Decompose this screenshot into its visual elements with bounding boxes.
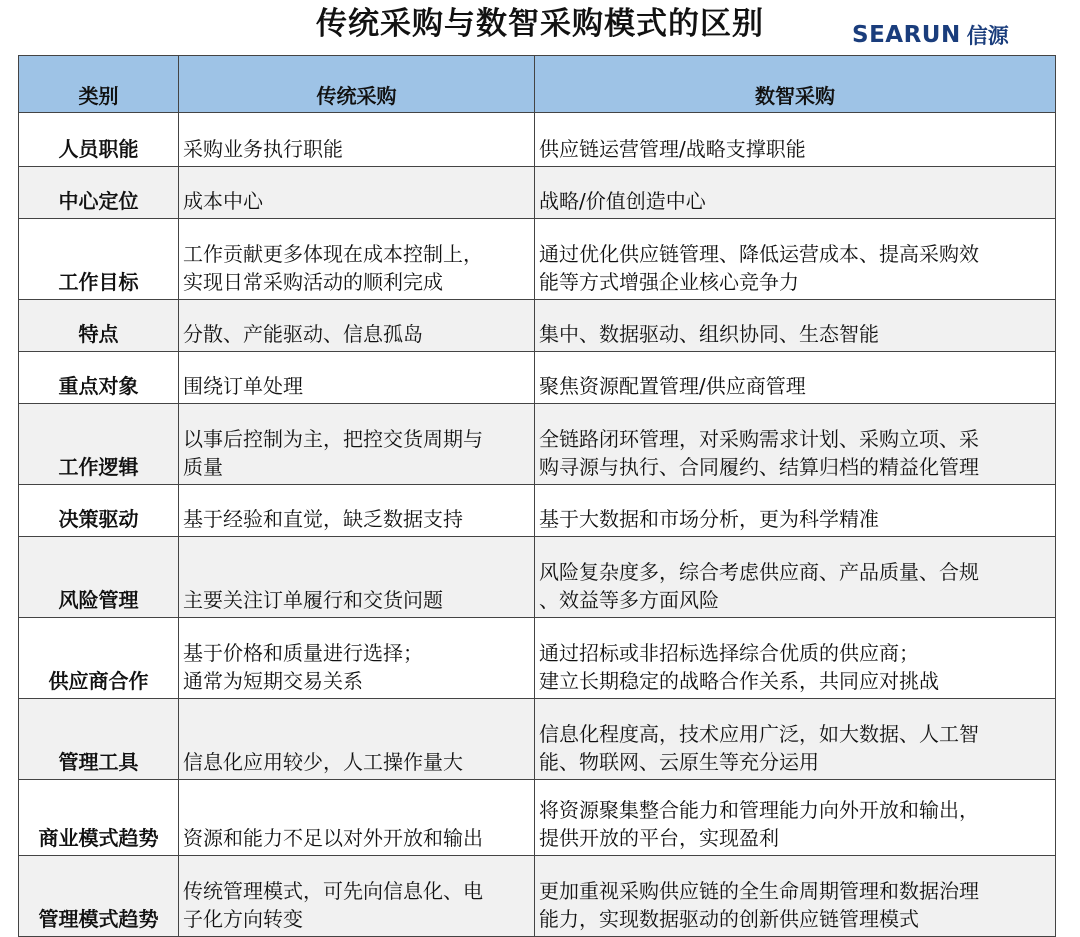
table-row [19,537,1056,618]
row-traditional: 成本中心 [179,167,535,219]
row-traditional: 分散、产能驱动、信息孤岛 [179,300,535,352]
row-category: 中心定位 [19,167,179,219]
row-traditional: 信息化应用较少，人工操作量大 [179,699,535,780]
row-digital: 基于大数据和市场分析，更为科学精准 [535,485,1056,537]
table-row [19,699,1056,780]
row-traditional: 围绕订单处理 [179,352,535,404]
row-traditional: 基于经验和直觉，缺乏数据支持 [179,485,535,537]
row-traditional: 工作贡献更多体现在成本控制上， 实现日常采购活动的顺利完成 [179,219,535,300]
row-category: 管理模式趋势 [19,856,179,937]
row-digital: 聚焦资源配置管理/供应商管理 [535,352,1056,404]
table-header-row [19,56,1056,113]
row-traditional: 主要关注订单履行和交货问题 [179,537,535,618]
comparison-table [18,55,1056,937]
row-digital: 风险复杂度多，综合考虑供应商、产品质量、合规 、效益等多方面风险 [535,537,1056,618]
row-category: 供应商合作 [19,618,179,699]
row-category: 工作目标 [19,219,179,300]
header-traditional: 传统采购 [179,56,535,113]
table-row [19,300,1056,352]
row-category: 工作逻辑 [19,404,179,485]
row-category: 商业模式趋势 [19,780,179,856]
row-digital: 通过优化供应链管理、降低运营成本、提高采购效 能等方式增强企业核心竞争力 [535,219,1056,300]
table-row [19,167,1056,219]
row-category: 风险管理 [19,537,179,618]
row-digital: 信息化程度高，技术应用广泛，如大数据、人工智 能、物联网、云原生等充分运用 [535,699,1056,780]
table-row [19,404,1056,485]
row-traditional: 传统管理模式，可先向信息化、电 子化方向转变 [179,856,535,937]
row-digital: 供应链运营管理/战略支撑职能 [535,113,1056,167]
row-traditional: 资源和能力不足以对外开放和输出 [179,780,535,856]
row-traditional: 采购业务执行职能 [179,113,535,167]
header-digital: 数智采购 [535,56,1056,113]
row-digital: 全链路闭环管理，对采购需求计划、采购立项、采 购寻源与执行、合同履约、结算归档的精益化管理 [535,404,1056,485]
row-category: 特点 [19,300,179,352]
row-digital: 将资源聚集整合能力和管理能力向外开放和输出， 提供开放的平台，实现盈利 [535,780,1056,856]
row-digital: 战略/价值创造中心 [535,167,1056,219]
table-row [19,219,1056,300]
row-traditional: 以事后控制为主，把控交货周期与 质量 [179,404,535,485]
table-row [19,485,1056,537]
searun-logo [852,20,1009,50]
header-category: 类别 [19,56,179,113]
row-category: 管理工具 [19,699,179,780]
logo-text-zh: 信源 [966,24,1009,48]
page-title: 传统采购与数智采购模式的区别 [316,6,764,42]
table-row [19,780,1056,856]
row-category: 决策驱动 [19,485,179,537]
logo-text-en: SEARUN [852,22,961,48]
row-digital: 通过招标或非招标选择综合优质的供应商； 建立长期稳定的战略合作关系，共同应对挑战 [535,618,1056,699]
row-category: 重点对象 [19,352,179,404]
table-row [19,113,1056,167]
row-category: 人员职能 [19,113,179,167]
table-row [19,856,1056,937]
row-digital: 更加重视采购供应链的全生命周期管理和数据治理 能力，实现数据驱动的创新供应链管理模式 [535,856,1056,937]
table-row [19,352,1056,404]
table-row [19,618,1056,699]
row-traditional: 基于价格和质量进行选择； 通常为短期交易关系 [179,618,535,699]
row-digital: 集中、数据驱动、组织协同、生态智能 [535,300,1056,352]
